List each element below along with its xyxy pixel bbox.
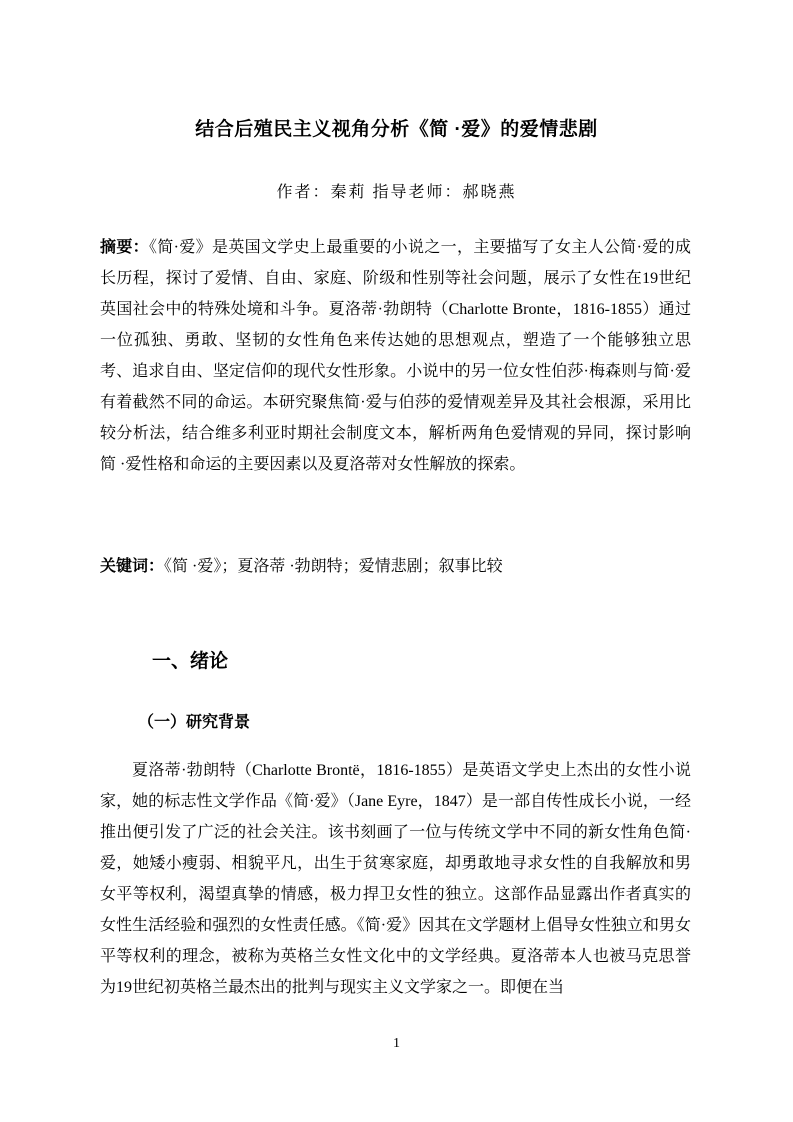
page-number: 1 (393, 1036, 400, 1051)
body-paragraph: 夏洛蒂·勃朗特（Charlotte Brontë，1816-1855）是英语文学史上杰出的女性小说家，她的标志性文学作品《简·爱》（Jane Eyre，1847）是一部自传性成长小说，一经推出便引发了广泛的社会关注。该书刻画了一位与传统文学中不同的新女性角色简·爱，她矮小瘦弱、相貌平凡，出生于贫寒家庭，却勇敢地寻求女性的自我解放和男女平等权利，渴望真挚的情感，极力捍卫女性的独立。这部作品显露出作者真实的女性生活经验和强烈的女性责任感。《简·爱》因其在文学题材上倡导女性独立和男女平等权利的理念，被称为英格兰女性文化中的文学经典。夏洛蒂本人也被马克思誉为19世纪初英格兰最杰出的批判与现实主义文学家之一。即便在当 (100, 762, 691, 996)
section-heading-introduction: 一、绪论 (152, 651, 229, 672)
abstract-text: 《简·爱》是英国文学史上最重要的小说之一，主要描写了女主人公简·爱的成长历程，探讨了爱情、自由、家庭、阶级和性别等社会问题，展示了女性在19世纪英国社会中的特殊处境和斗争。夏洛蒂·勃朗特（Charlotte Bronte，1816-1855）通过一位孤独、勇敢、坚韧的女性角色来传达她的思想观点，塑造了一个能够独立思考、追求自由、坚定信仰的现代女性形象。小说中的另一位女性伯莎·梅森则与简·爱有着截然不同的命运。本研究聚焦简·爱与伯莎的爱情观差异及其社会根源，采用比较分析法，结合维多利亚时期社会制度文本，解析两角色爱情观的异同，探讨影响简 ·爱性格和命运的主要因素以及夏洛蒂对女性解放的探索。 (100, 239, 691, 473)
keywords-text: 《简 ·爱》；夏洛蒂 ·勃朗特；爱情悲剧；叙事比较 (164, 558, 503, 575)
keywords-line (100, 555, 691, 579)
document-title: 结合后殖民主义视角分析《简 ·爱》的爱情悲剧 (195, 119, 598, 140)
author-line: 作者：秦莉 指导老师：郝晓燕 (276, 184, 517, 201)
keywords-label: 关键词： (100, 558, 165, 575)
subsection-heading-research-background: （一）研究背景 (138, 714, 251, 731)
abstract-paragraph (100, 232, 691, 480)
abstract-label: 摘要： (100, 239, 149, 256)
